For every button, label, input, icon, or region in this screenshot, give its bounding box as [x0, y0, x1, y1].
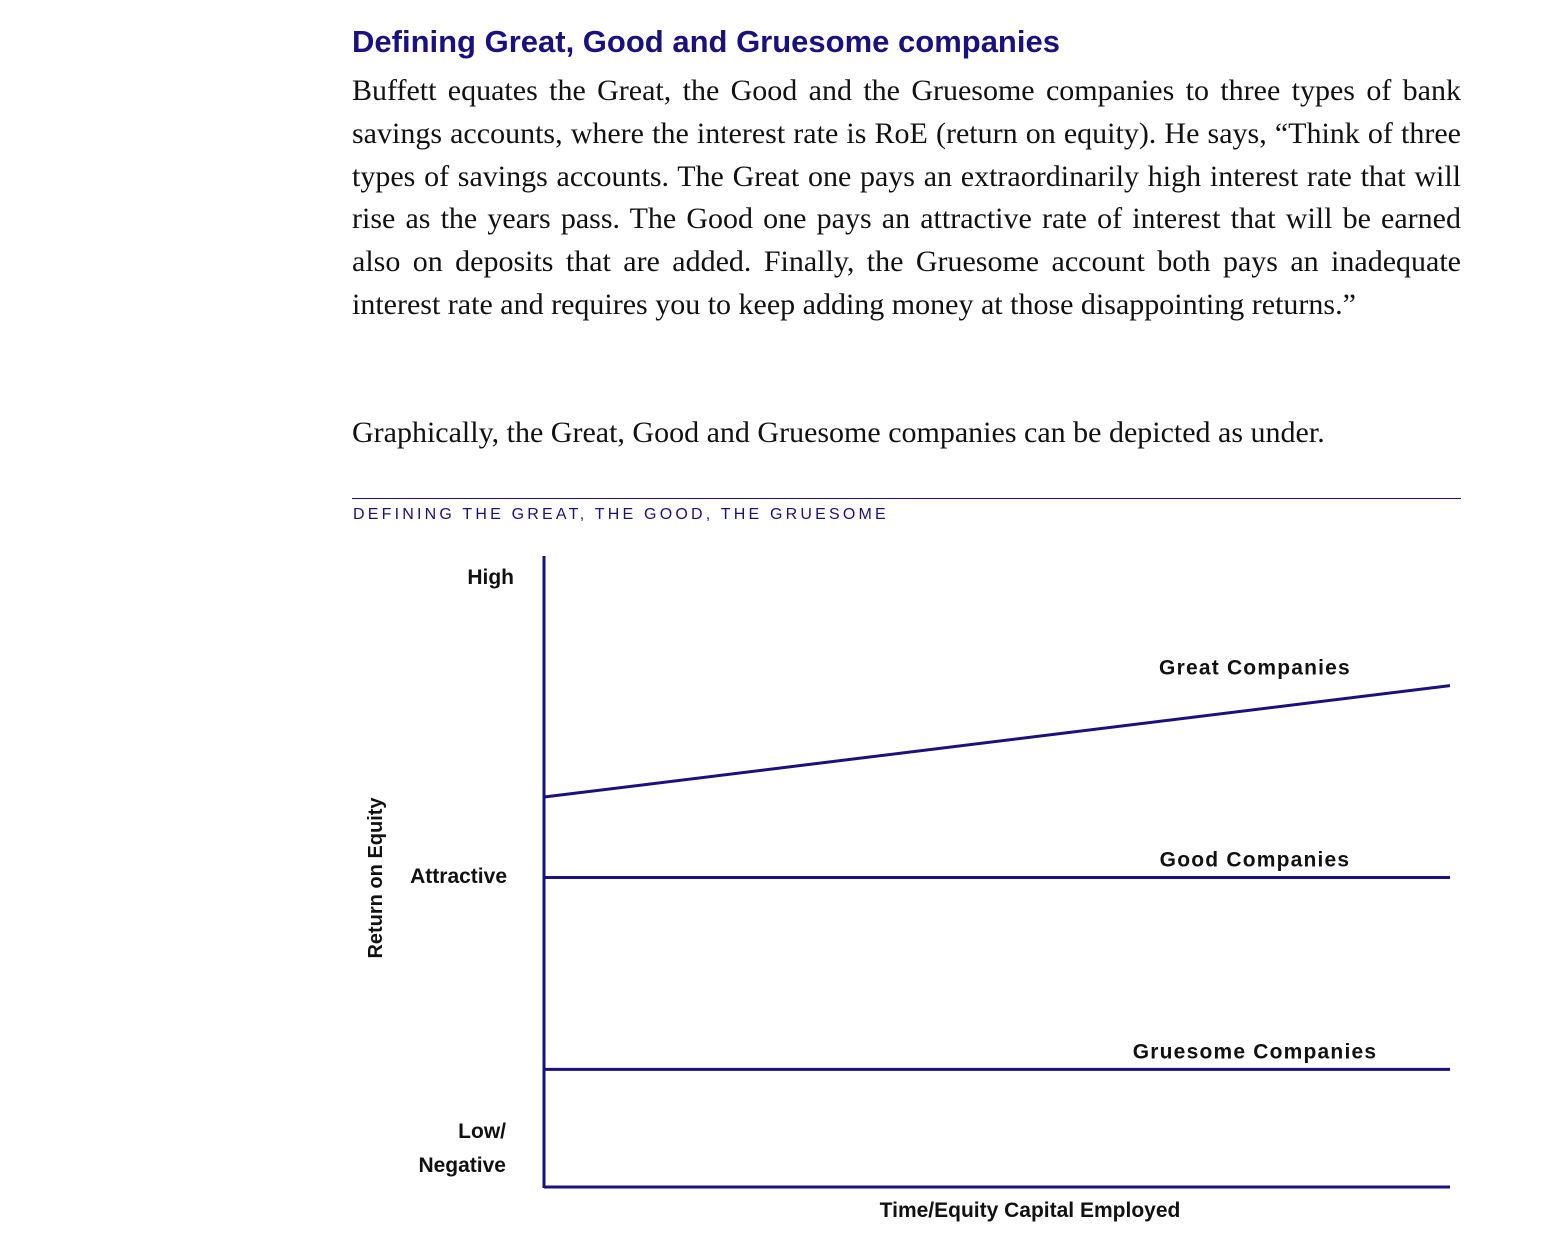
series-label-gruesome-companies: Gruesome Companies [1132, 1040, 1378, 1064]
body-paragraph: Graphically, the Great, Good and Gruesome companies can be depicted as under. [352, 416, 1325, 449]
series-layer [544, 657, 1450, 1070]
chart-figure [0, 540, 1564, 1240]
figure-caption: DEFINING THE GREAT, THE GOOD, THE GRUESOME [353, 506, 889, 523]
body-paragraph: Buffett equates the Great, the Good and the Gruesome companies to three types of bank savings accounts, where the interest rate is RoE (return on equity). He says, “Think of three types of savings accounts. The Great one pays an extraordinarily high interest rate that will rise as the years pass. The Good one pays an attractive rate of interest that will be earned also on deposits that are added. Finally, the Gruesome account both pays an inadequate interest rate and requires you to keep adding money at those disappointing returns.” [352, 74, 1461, 321]
y-tick-label-low: Low/ [458, 1120, 506, 1143]
y-tick-label-high: High [467, 566, 514, 589]
section-heading: Defining Great, Good and Gruesome companies [352, 24, 1060, 59]
series-label-good-companies: Good Companies [1159, 848, 1351, 872]
y-axis-label: Return on Equity [365, 797, 387, 959]
figure-rule [352, 498, 1461, 499]
series-line-great-companies [544, 686, 1450, 797]
series-label-great-companies: Great Companies [1159, 656, 1351, 680]
x-axis-label: Time/Equity Capital Employed [879, 1199, 1181, 1222]
y-tick-label-attractive: Attractive [410, 865, 507, 888]
y-tick-label-negative: Negative [418, 1154, 506, 1177]
